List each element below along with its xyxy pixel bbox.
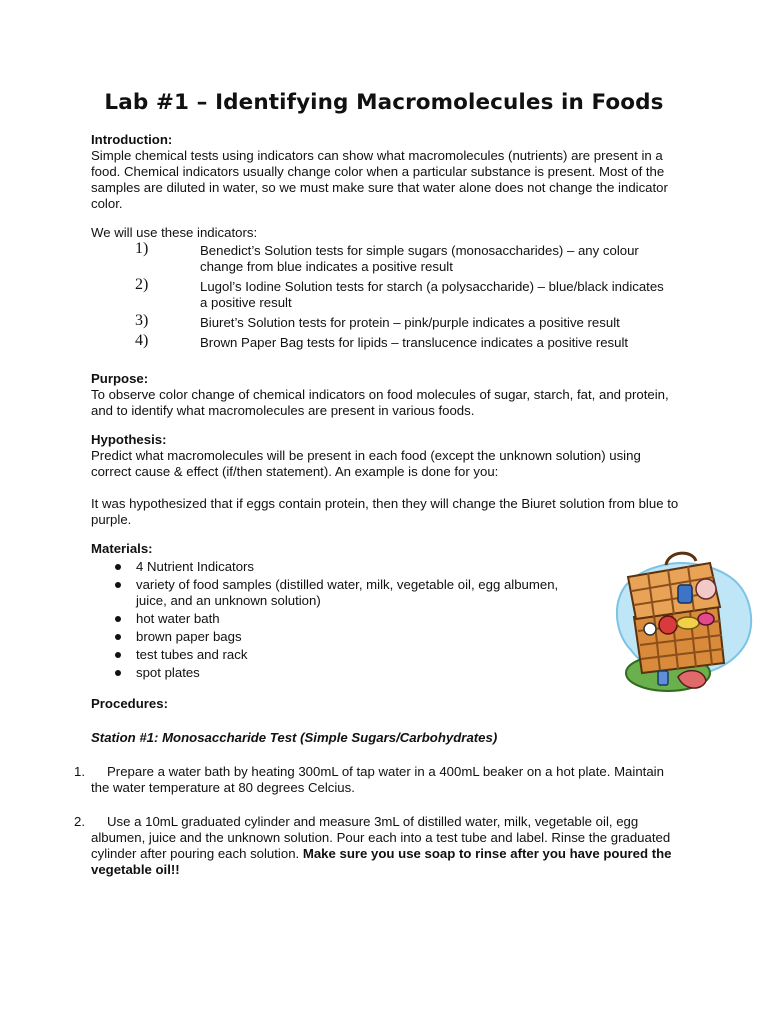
bullet-icon [115, 564, 121, 570]
indicator-item [91, 332, 668, 351]
bullet-icon [115, 616, 121, 622]
materials-item: hot water bath [91, 611, 581, 627]
station-heading: Station #1: Monosaccharide Test (Simple Sugars/Carbohydrates) [91, 730, 498, 745]
introduction-text: Simple chemical tests using indicators can show what macromolecules (nutrients) are present in a food. Chemical indicators usually change color when a particular substance is present. Most of the samples are diluted in water, so we must make sure that water alone does not change the indicator color. [91, 148, 668, 211]
step-text: Prepare a water bath by heating 300mL of tap water in a 400mL beaker on a hot plate. Maintain the water temperature at 80 degrees Celcius. [91, 764, 664, 795]
hypothesis-heading: Hypothesis: [91, 432, 167, 447]
introduction-section [91, 132, 691, 351]
procedure-step [74, 814, 683, 878]
hypothesis-section [91, 432, 691, 528]
step-number: 1. [74, 764, 85, 779]
purpose-text: To observe color change of chemical indicators on food molecules of sugar, starch, fat, and protein, and to identify what macromolecules are present in various foods. [91, 387, 669, 418]
indicator-list [91, 240, 691, 351]
hypothesis-text: Predict what macromolecules will be present in each food (except the unknown solution) using correct cause & effect (if/then statement). An example is done for you: [91, 448, 641, 479]
indicator-number: 2) [135, 276, 149, 293]
step-text: Use a 10mL graduated cylinder and measure 3mL of distilled water, milk, vegetable oil, egg albumen, juice and the unknown solution. Pour each into a test tube and label. Rinse the graduated cylinder after pouring each solution. [91, 814, 671, 861]
step-bold-text: Make sure you use soap to rinse after you have poured the vegetable oil!! [91, 846, 672, 877]
bullet-icon [115, 634, 121, 640]
indicator-text: Lugol’s Iodine Solution tests for starch (a polysaccharide) – blue/black indicates a positive result [200, 279, 664, 310]
indicator-number: 3) [135, 312, 149, 329]
materials-section [91, 541, 691, 681]
materials-list [91, 559, 691, 681]
bullet-icon [115, 582, 121, 588]
indicator-text: Biuret’s Solution tests for protein – pink/purple indicates a positive result [200, 315, 620, 330]
picnic-basket-icon [606, 545, 756, 707]
hypothesis-example: It was hypothesized that if eggs contain protein, then they will change the Biuret solution from blue to purple. [91, 496, 679, 527]
materials-item: test tubes and rack [91, 647, 581, 663]
materials-item: variety of food samples (distilled water, milk, vegetable oil, egg albumen, juice, and an unknown solution) [91, 577, 581, 609]
procedure-step [74, 764, 683, 796]
bullet-icon [115, 670, 121, 676]
bullet-icon [115, 652, 121, 658]
indicators-intro: We will use these indicators: [91, 225, 258, 240]
materials-item: 4 Nutrient Indicators [91, 559, 581, 575]
materials-heading: Materials: [91, 541, 153, 556]
indicator-number: 4) [135, 332, 149, 349]
procedures-heading: Procedures: [91, 696, 168, 711]
introduction-heading: Introduction: [91, 132, 173, 147]
procedures-section [74, 696, 691, 878]
indicator-item [91, 276, 668, 311]
indicator-text: Brown Paper Bag tests for lipids – translucence indicates a positive result [200, 335, 629, 350]
purpose-section [91, 371, 691, 419]
indicator-item [91, 312, 668, 331]
materials-item: brown paper bags [91, 629, 581, 645]
indicator-item [91, 240, 668, 275]
indicator-number: 1) [135, 240, 149, 257]
indicator-text: Benedict’s Solution tests for simple sugars (monosaccharides) – any colour change from blue indicates a positive result [200, 243, 639, 274]
step-number: 2. [74, 814, 85, 829]
document-title: Lab #1 – Identifying Macromolecules in Foods [104, 90, 664, 115]
document-page [74, 88, 691, 878]
materials-item: spot plates [91, 665, 581, 681]
purpose-heading: Purpose: [91, 371, 149, 386]
